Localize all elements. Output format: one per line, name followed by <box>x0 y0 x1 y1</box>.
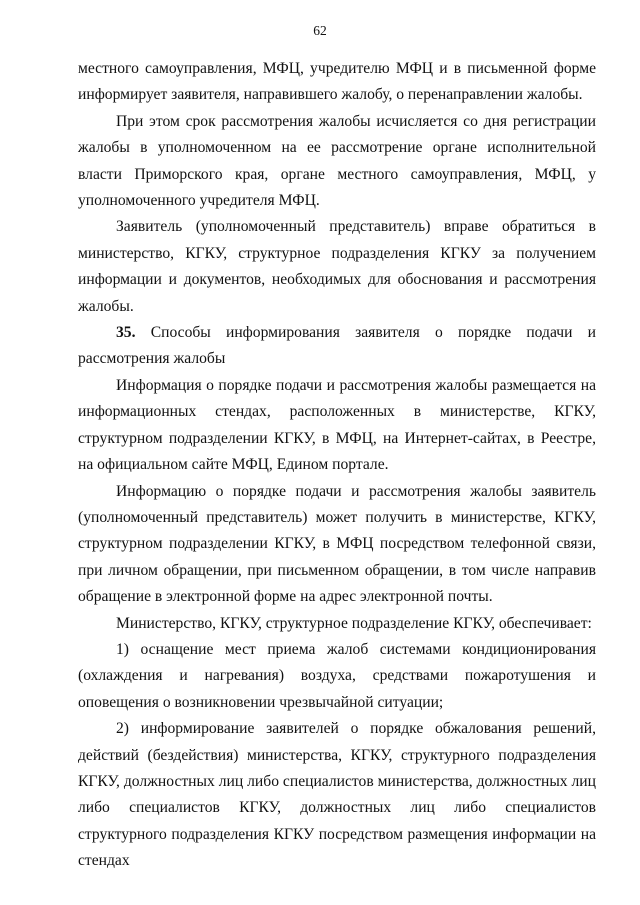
page-number: 62 <box>313 23 327 38</box>
paragraph-5: Информация о порядке подачи и рассмотрения жалобы размещается на информационных стендах, расположенных в министерстве, КГКУ, структурном подразделении КГКУ, в МФЦ, на Интернет-сайтах, в Реестре, на официальном сайте МФЦ, Едином портале. <box>78 376 596 474</box>
list-item-1: 1) оснащение мест приема жалоб системами кондиционирования (охлаждения и нагревания) воздуха, средствами пожаротушения и оповещения о возникновении чрезвычайной ситуации; <box>78 640 596 711</box>
section-heading-35 <box>78 320 596 373</box>
paragraph-2: При этом срок рассмотрения жалобы исчисляется со дня регистрации жалобы в уполномоченном на ее рассмотрение органе исполнительной власти Приморского края, органе местного самоуправления, МФЦ, у уполномоченного учредителя МФЦ. <box>78 112 596 210</box>
list-item-2: 2) информирование заявителей о порядке обжалования решений, действий (бездействия) министерства, КГКУ, структурного подразделения КГКУ, должностных лиц либо специалистов министерства, должностных лиц либо специалистов КГКУ, должностных лиц либо специалистов структурного подразделения КГКУ посредством размещения информации на стендах <box>78 720 596 870</box>
paragraph-1: местного самоуправления, МФЦ, учредителю МФЦ и в письменной форме информирует заявителя, направившего жалобу, о перенаправлении жалобы. <box>78 60 596 104</box>
page-body <box>78 56 596 875</box>
paragraph-3: Заявитель (уполномоченный представитель) вправе обратиться в министерство, КГКУ, структурное подразделения КГКУ за получением информации и документов, необходимых для обоснования и рассмотрения жалобы. <box>78 218 596 315</box>
section-heading-text: Способы информирования заявителя о порядке подачи и рассмотрения жалобы <box>78 324 596 368</box>
paragraph-7: Министерство, КГКУ, структурное подразделение КГКУ, обеспечивает: <box>116 614 592 632</box>
paragraph-6: Информацию о порядке подачи и рассмотрения жалобы заявитель (уполномоченный представитель) может получить в министерстве, КГКУ, структурном подразделении КГКУ, в МФЦ посредством телефонной связи, при личном обращении, при письменном обращении, в том числе направив обращение в электронной форме на адрес электронной почты. <box>78 482 596 606</box>
section-number: 35. <box>116 324 136 342</box>
